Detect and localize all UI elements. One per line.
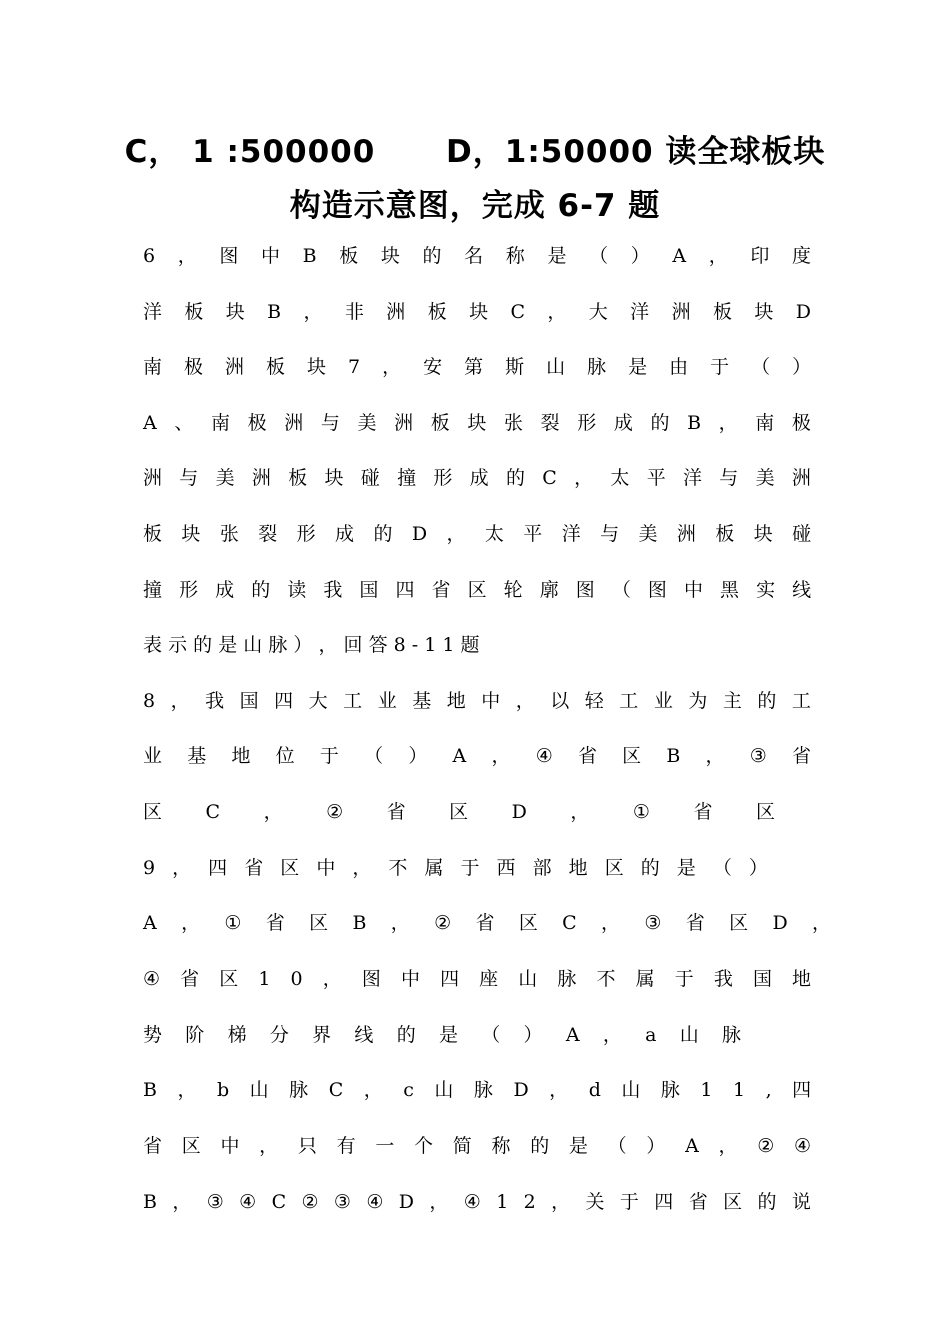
- text-line: 洋 板 块 B ， 非 洲 板 块 C ， 大 洋 洲 板 块 D: [143, 301, 811, 323]
- text-line: B ， ③ ④ C ② ③ ④ D ， ④ 1 2 ， 关 于 四 省 区 的 说: [143, 1191, 811, 1213]
- text-line: 9 ， 四 省 区 中 ， 不 属 于 西 部 地 区 的 是 （ ）: [143, 857, 768, 879]
- text-line: A 、 南 极 洲 与 美 洲 板 块 张 裂 形 成 的 B ， 南 极: [143, 412, 811, 434]
- text-line: B ， b 山 脉 C ， c 山 脉 D ， d 山 脉 1 1 , 四: [143, 1079, 812, 1101]
- text-line: 板 块 张 裂 形 成 的 D ， 太 平 洋 与 美 洲 板 块 碰: [143, 523, 812, 545]
- text-line: ④ 省 区 1 0 ， 图 中 四 座 山 脉 不 属 于 我 国 地: [143, 968, 812, 990]
- text-line: 业 基 地 位 于 （ ） A ， ④ 省 区 B ， ③ 省: [143, 745, 812, 767]
- title-line-1: C， 1 :500000 D，1:50000 读全球板块: [124, 134, 826, 170]
- text-line: 势 阶 梯 分 界 线 的 是 （ ） A ， a 山 脉: [143, 1024, 741, 1046]
- text-line: 区 C ， ② 省 区 D ， ① 省 区: [143, 801, 775, 823]
- text-line: 洲 与 美 洲 板 块 碰 撞 形 成 的 C ， 太 平 洋 与 美 洲: [143, 467, 811, 489]
- text-line: 表 示 的 是 山 脉 ） ， 回 答 8 - 1 1 题: [143, 634, 480, 656]
- text-line: A ， ① 省 区 B ， ② 省 区 C ， ③ 省 区 D ，: [143, 912, 832, 934]
- title-line-2: 构造示意图，完成 6-7 题: [289, 188, 661, 224]
- text-line: 6 ， 图 中 B 板 块 的 名 称 是 （ ） A ， 印 度: [143, 245, 812, 267]
- text-line: 撞 形 成 的 读 我 国 四 省 区 轮 廓 图 （ 图 中 黑 实 线: [143, 579, 812, 601]
- text-line: 8 ， 我 国 四 大 工 业 基 地 中 ， 以 轻 工 业 为 主 的 工: [143, 690, 811, 712]
- text-line: 省 区 中 ， 只 有 一 个 简 称 的 是 （ ） A ， ② ④: [143, 1135, 812, 1157]
- text-line: 南 极 洲 板 块 7 ， 安 第 斯 山 脉 是 由 于 （ ）: [143, 356, 812, 378]
